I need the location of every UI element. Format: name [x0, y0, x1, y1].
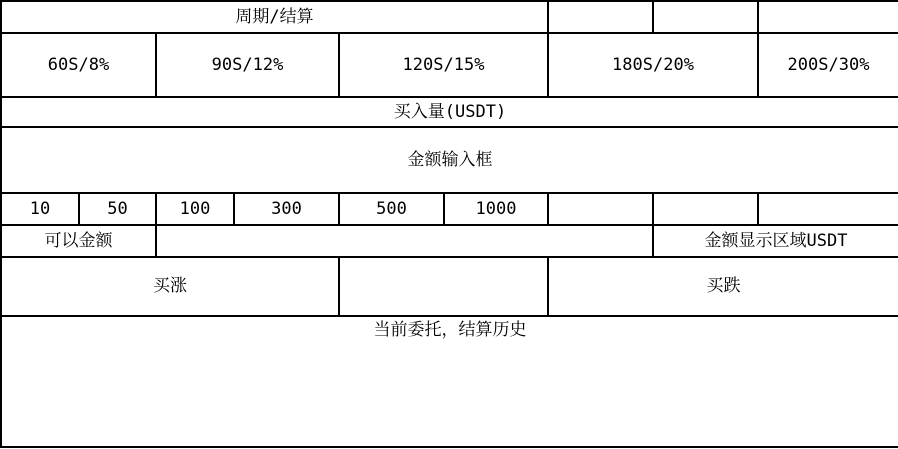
quick-amount-button-1000[interactable]: 1000	[444, 193, 548, 225]
buy-up-button[interactable]: 买涨	[1, 257, 339, 316]
quick-amount-cell-empty-1	[548, 193, 653, 225]
quick-amount-button-100[interactable]: 100	[156, 193, 234, 225]
period-button-200s[interactable]: 200S/30%	[758, 33, 898, 97]
period-settlement-label: 周期/结算	[1, 1, 548, 33]
period-button-90s[interactable]: 90S/12%	[156, 33, 339, 97]
amount-input-row	[1, 127, 898, 193]
available-amount-label: 可以金额	[1, 225, 156, 257]
header-cell-empty-3	[758, 1, 898, 33]
buy-amount-label: 买入量(USDT)	[1, 97, 898, 127]
action-buttons-row	[1, 257, 898, 316]
period-options-row	[1, 33, 898, 97]
available-amount-value-cell	[156, 225, 653, 257]
buy-down-button[interactable]: 买跌	[548, 257, 898, 316]
header-cell-empty-2	[653, 1, 758, 33]
orders-history-tabs[interactable]: 当前委托，结算历史	[1, 316, 898, 447]
buy-amount-row	[1, 97, 898, 127]
orders-history-row	[1, 316, 898, 447]
header-cell-empty-1	[548, 1, 653, 33]
quick-amounts-row	[1, 193, 898, 225]
quick-amount-cell-empty-2	[653, 193, 758, 225]
period-button-120s[interactable]: 120S/15%	[339, 33, 548, 97]
amount-display-area: 金额显示区域USDT	[653, 225, 898, 257]
available-amount-row	[1, 225, 898, 257]
quick-amount-button-10[interactable]: 10	[1, 193, 79, 225]
quick-amount-cell-empty-3	[758, 193, 898, 225]
amount-input-box[interactable]: 金额输入框	[1, 127, 898, 193]
quick-amount-button-300[interactable]: 300	[234, 193, 339, 225]
header-row	[1, 1, 898, 33]
period-button-60s[interactable]: 60S/8%	[1, 33, 156, 97]
action-spacer-cell	[339, 257, 548, 316]
quick-amount-button-50[interactable]: 50	[79, 193, 156, 225]
period-button-180s[interactable]: 180S/20%	[548, 33, 758, 97]
quick-amount-button-500[interactable]: 500	[339, 193, 444, 225]
